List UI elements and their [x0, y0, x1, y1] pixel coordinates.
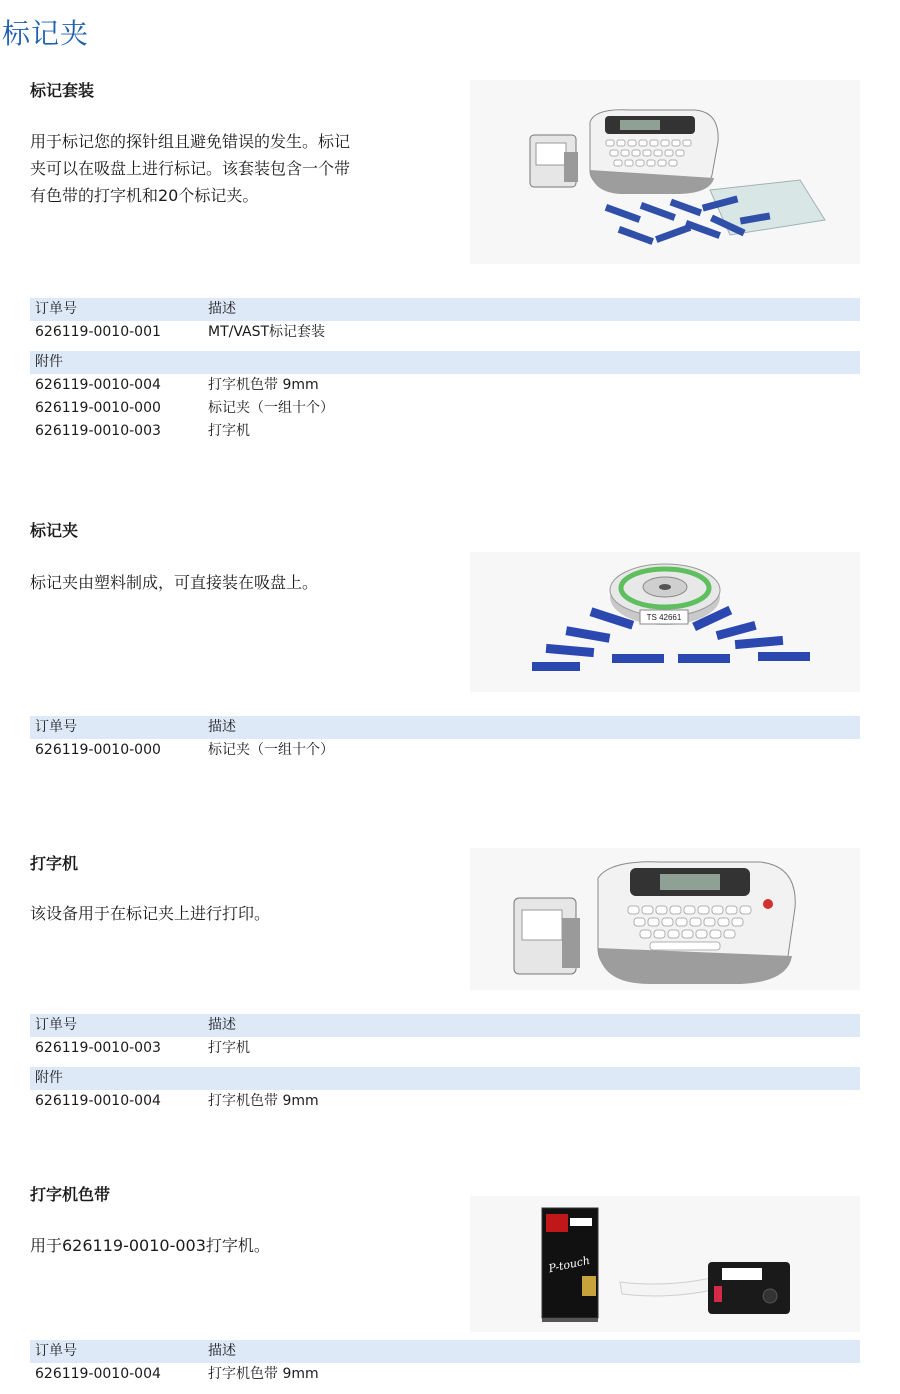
table-row	[30, 1363, 860, 1386]
column-header-order: 订单号	[35, 1017, 77, 1033]
table-row	[30, 321, 860, 344]
table-header-row	[30, 1014, 860, 1037]
order-table	[30, 716, 860, 762]
order-number: 626119-0010-004	[35, 377, 161, 393]
section-description: 用于626119-0010-003打字机。	[30, 1236, 270, 1255]
order-table	[30, 1340, 860, 1386]
product-image-marker-clips	[470, 552, 860, 692]
order-number: 626119-0010-003	[35, 423, 161, 439]
item-description: 打字机色带 9mm	[208, 1366, 319, 1382]
section-heading: 标记套装	[30, 81, 95, 100]
table-row	[30, 420, 860, 443]
column-header-order: 订单号	[35, 301, 77, 317]
order-number: 626119-0010-004	[35, 1093, 161, 1109]
section-heading: 打字机色带	[30, 1185, 111, 1204]
column-header-description: 描述	[208, 301, 236, 317]
item-description: 打字机色带 9mm	[208, 377, 319, 393]
section-description: 标记夹由塑料制成，可直接装在吸盘上。	[30, 573, 319, 592]
product-image-ribbon	[470, 1196, 860, 1332]
column-header-order: 订单号	[35, 719, 77, 735]
section-heading: 标记夹	[30, 521, 79, 540]
table-row	[30, 374, 860, 397]
order-number: 626119-0010-003	[35, 1040, 161, 1056]
item-description: 标记夹（一组十个）	[208, 742, 334, 758]
table-row	[30, 397, 860, 420]
table-row	[30, 1037, 860, 1060]
section-description: 该设备用于在标记夹上进行打印。	[30, 904, 271, 923]
column-header-description: 描述	[208, 1017, 236, 1033]
product-image-labeller	[470, 848, 860, 990]
table-header-row	[30, 716, 860, 739]
order-number: 626119-0010-001	[35, 324, 161, 340]
item-description: 打字机	[208, 1040, 250, 1056]
item-description: 打字机色带 9mm	[208, 1093, 319, 1109]
page-title: 标记夹	[2, 17, 90, 50]
clip-label-text: TS 42661	[646, 613, 682, 622]
order-number: 626119-0010-004	[35, 1366, 161, 1382]
section-heading: 打字机	[30, 854, 79, 873]
box-brand-text: P-touch	[547, 1253, 592, 1276]
item-description: 打字机	[208, 423, 250, 439]
column-header-description: 描述	[208, 719, 236, 735]
table-header-row	[30, 298, 860, 321]
accessories-label: 附件	[35, 1070, 63, 1086]
product-image-marker-kit	[470, 80, 860, 264]
accessories-header-row	[30, 351, 860, 374]
column-header-order: 订单号	[35, 1343, 77, 1359]
accessories-header-row	[30, 1067, 860, 1090]
order-number: 626119-0010-000	[35, 400, 161, 416]
order-number: 626119-0010-000	[35, 742, 161, 758]
accessories-label: 附件	[35, 354, 63, 370]
table-header-row	[30, 1340, 860, 1363]
order-table	[30, 298, 860, 443]
table-row	[30, 739, 860, 762]
item-description: MT/VAST标记套装	[208, 324, 326, 340]
item-description: 标记夹（一组十个）	[208, 400, 334, 416]
order-table	[30, 1014, 860, 1113]
column-header-description: 描述	[208, 1343, 236, 1359]
table-row	[30, 1090, 860, 1113]
section-description: 用于标记您的探针组且避免错误的发生。标记夹可以在吸盘上进行标记。该套装包含一个带有色带的打字机和20个标记夹。	[30, 132, 351, 205]
